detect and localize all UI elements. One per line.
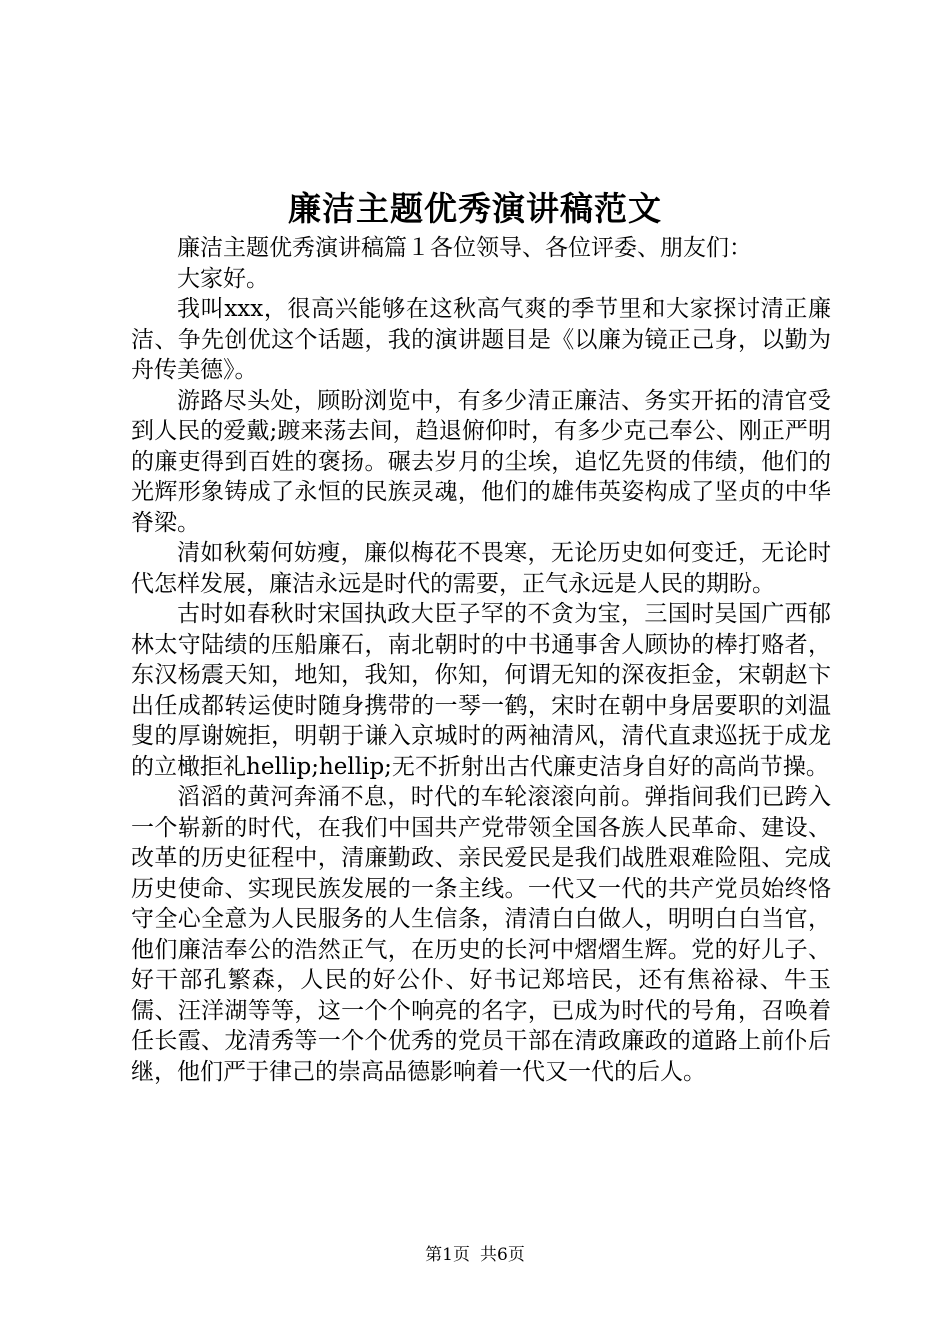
document-title: 廉洁主题优秀演讲稿范文 [288, 189, 662, 228]
paragraph: 古时如春秋时宋国执政大臣子罕的不贪为宝，三国时吴国广西郁林太守陆绩的压船廉石，南北朝时的中书通事舍人顾协的棒打赂者，东汉杨震天知，地知，我知，你知，何谓无知的深夜拒金，宋朝赵卞出任成都转运使时随身携带的一琴一鹤，宋时在朝中身居要职的刘温叟的厚谢婉拒，明朝于谦入京城时的两袖清风，清代直隶巡抚于成龙的立橄拒礼hellip;hellip;无不折射出古代廉吏洁身自好的高尚节操。 [131, 601, 831, 780]
paragraph: 滔滔的黄河奔涌不息，时代的车轮滚滚向前。弹指间我们已跨入一个崭新的时代，在我们中国共产党带领全国各族人民革命、建设、改革的历史征程中，清廉勤政、亲民爱民是我们战胜艰难险阻、完成历史使命、实现民族发展的一条主线。一代又一代的共产党员始终恪守全心全意为人民服务的人生信条，清清白白做人，明明白白当官，他们廉洁奉公的浩然正气，在历史的长河中熠熠生辉。党的好儿子、好干部孔繁森，人民的好公仆、好书记郑培民，还有焦裕禄、牛玉儒、汪洋湖等等，这一个个响亮的名字，已成为时代的号角，召唤着任长霞、龙清秀等一个个优秀的党员干部在清政廉政的道路上前仆后继，他们严于律己的崇高品德影响着一代又一代的后人。 [131, 784, 831, 1085]
page-footer [0, 1243, 950, 1267]
document-body [131, 233, 831, 1087]
page-number: 第1页 [425, 1245, 470, 1265]
paragraph: 我叫xxx，很高兴能够在这秋高气爽的季节里和大家探讨清正廉洁、争先创优这个话题，我的演讲题目是《以廉为镜正己身，以勤为舟传美德》。 [131, 296, 831, 383]
paragraph: 廉洁主题优秀演讲稿篇１各位领导、各位评委、朋友们： [177, 235, 752, 261]
paragraph: 游路尽头处，顾盼浏览中，有多少清正廉洁、务实开拓的清官受到人民的爱戴;踱来荡去间，趋退俯仰时，有多少克己奉公、刚正严明的廉吏得到百姓的褒扬。碾去岁月的尘埃，追忆先贤的伟绩，他们的光辉形象铸成了永恒的民族灵魂，他们的雄伟英姿构成了坚贞的中华脊梁。 [131, 387, 831, 536]
paragraph: 大家好。 [177, 265, 269, 292]
paragraph: 清如秋菊何妨瘦，廉似梅花不畏寒，无论历史如何变迁，无论时代怎样发展，廉洁永远是时代的需要，正气永远是人民的期盼。 [131, 540, 831, 597]
page-total: 共6页 [480, 1245, 525, 1265]
